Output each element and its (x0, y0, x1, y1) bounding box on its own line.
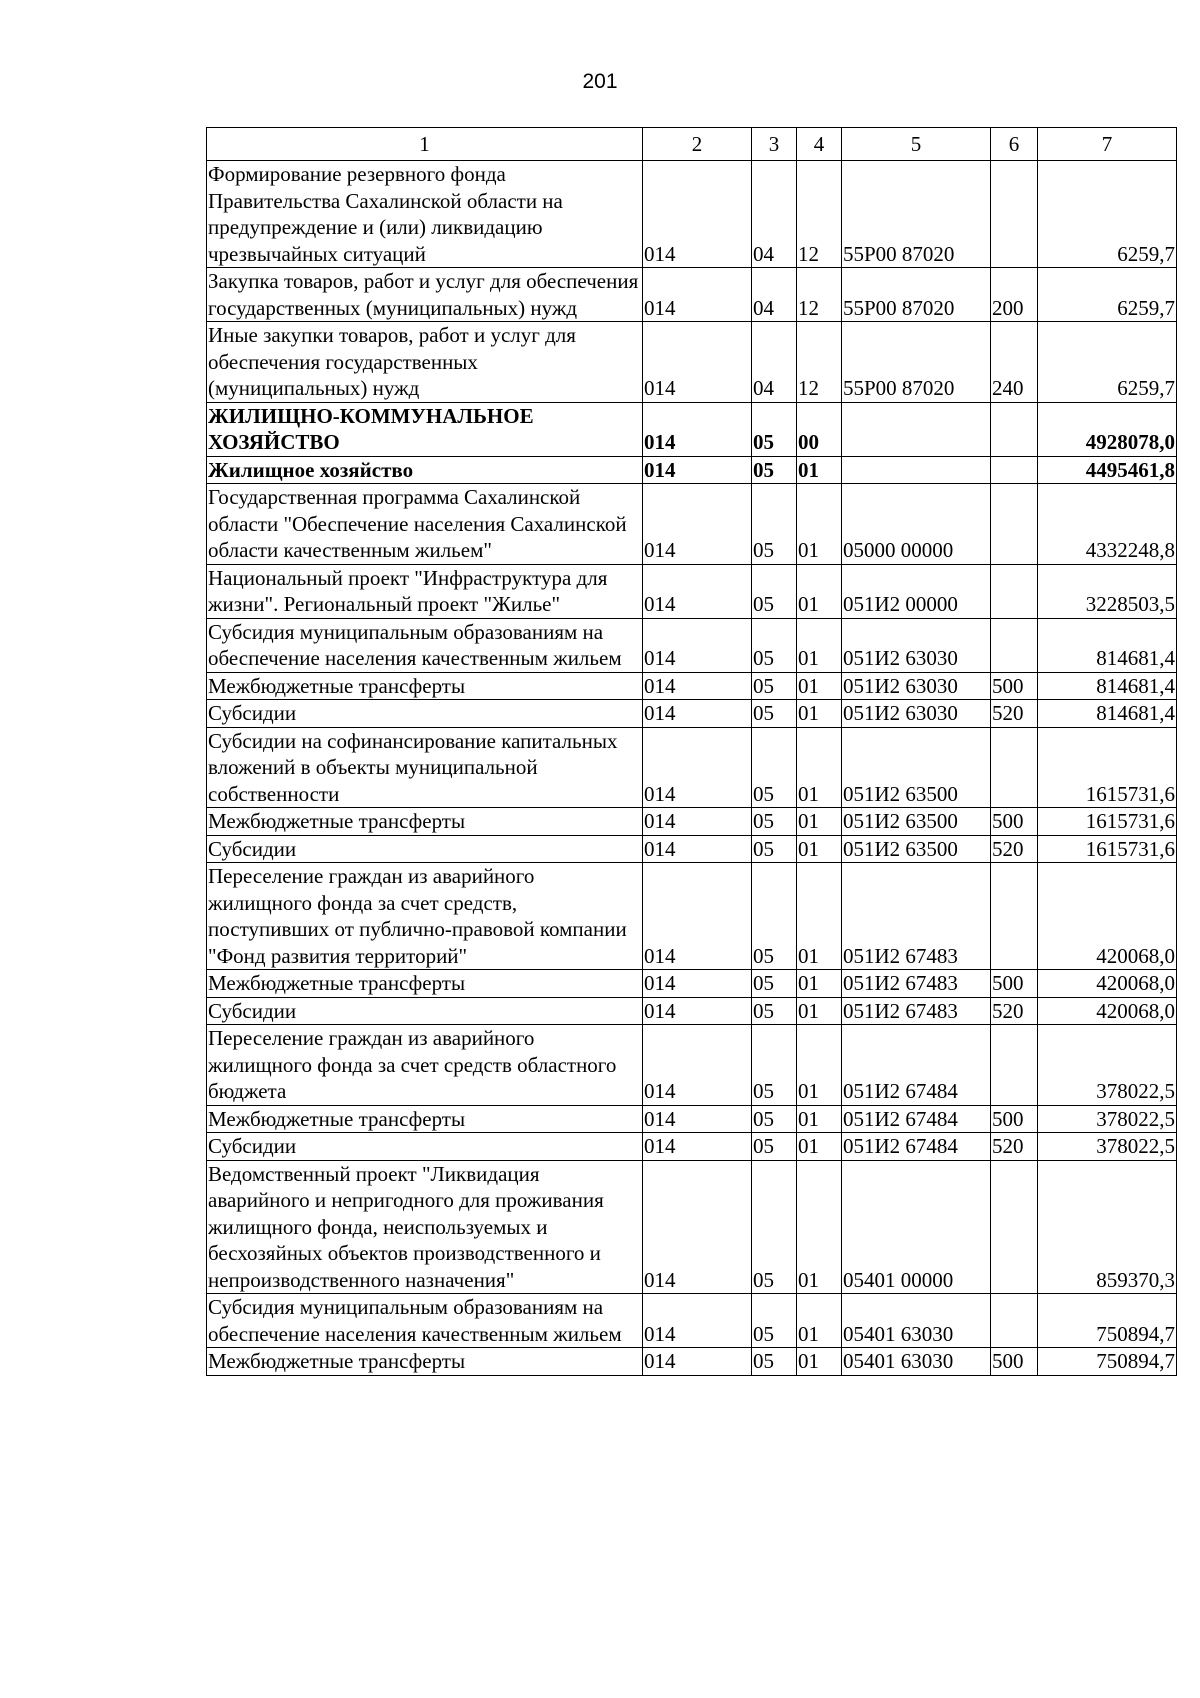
row-subsection-code: 01 (797, 727, 842, 808)
row-grbs-code: 014 (643, 456, 752, 484)
row-expense-type-code (991, 618, 1038, 672)
row-amount: 814681,4 (1038, 700, 1177, 728)
row-grbs-code: 014 (643, 808, 752, 836)
row-grbs-code: 014 (643, 835, 752, 863)
row-name: Закупка товаров, работ и услуг для обеспечения государственных (муниципальных) нужд (207, 268, 643, 322)
row-grbs-code: 014 (643, 161, 752, 268)
row-target-article-code: 05401 63030 (842, 1294, 991, 1348)
column-header: 6 (991, 128, 1038, 161)
row-amount: 750894,7 (1038, 1294, 1177, 1348)
row-amount: 6259,7 (1038, 161, 1177, 268)
row-expense-type-code (991, 456, 1038, 484)
row-amount: 1615731,6 (1038, 808, 1177, 836)
row-expense-type-code (991, 402, 1038, 456)
row-amount: 4928078,0 (1038, 402, 1177, 456)
row-section-code: 05 (752, 402, 797, 456)
row-expense-type-code: 200 (991, 268, 1038, 322)
table-row (207, 1348, 1177, 1376)
table-row (207, 1294, 1177, 1348)
table-row (207, 268, 1177, 322)
row-name: Переселение граждан из аварийного жилищного фонда за счет средств областного бюджета (207, 1025, 643, 1106)
row-section-code: 05 (752, 618, 797, 672)
row-expense-type-code: 500 (991, 672, 1038, 700)
row-expense-type-code (991, 1160, 1038, 1294)
table-row (207, 1133, 1177, 1161)
table-row (207, 727, 1177, 808)
table-row (207, 863, 1177, 970)
table-row (207, 970, 1177, 998)
row-section-code: 05 (752, 700, 797, 728)
row-name: ЖИЛИЩНО-КОММУНАЛЬНОЕ ХОЗЯЙСТВО (207, 402, 643, 456)
row-grbs-code: 014 (643, 1105, 752, 1133)
row-expense-type-code: 240 (991, 322, 1038, 403)
row-amount: 6259,7 (1038, 268, 1177, 322)
row-subsection-code: 01 (797, 1105, 842, 1133)
table-row (207, 322, 1177, 403)
row-grbs-code: 014 (643, 618, 752, 672)
row-subsection-code: 01 (797, 970, 842, 998)
row-amount: 4332248,8 (1038, 484, 1177, 565)
row-target-article-code: 05401 00000 (842, 1160, 991, 1294)
table-row (207, 484, 1177, 565)
budget-table (206, 127, 1177, 1376)
row-target-article-code: 05401 63030 (842, 1348, 991, 1376)
row-target-article-code: 051И2 67484 (842, 1105, 991, 1133)
row-amount: 3228503,5 (1038, 564, 1177, 618)
row-target-article-code (842, 402, 991, 456)
row-subsection-code: 01 (797, 1160, 842, 1294)
row-name: Переселение граждан из аварийного жилищного фонда за счет средств, поступивших от публично-правовой компании "Фонд развития территорий" (207, 863, 643, 970)
row-subsection-code: 12 (797, 161, 842, 268)
row-target-article-code: 051И2 67483 (842, 997, 991, 1025)
table-body (207, 128, 1177, 1376)
row-name: Межбюджетные трансферты (207, 672, 643, 700)
row-subsection-code: 12 (797, 322, 842, 403)
row-section-code: 05 (752, 564, 797, 618)
row-section-code: 05 (752, 808, 797, 836)
row-amount: 378022,5 (1038, 1025, 1177, 1106)
row-subsection-code: 01 (797, 1294, 842, 1348)
row-subsection-code: 01 (797, 456, 842, 484)
table-row (207, 700, 1177, 728)
row-name: Межбюджетные трансферты (207, 1348, 643, 1376)
table-row (207, 1025, 1177, 1106)
row-expense-type-code (991, 1025, 1038, 1106)
table-row (207, 564, 1177, 618)
row-amount: 4495461,8 (1038, 456, 1177, 484)
row-target-article-code: 051И2 00000 (842, 564, 991, 618)
column-header-row (207, 128, 1177, 161)
row-amount: 1615731,6 (1038, 727, 1177, 808)
table-row (207, 402, 1177, 456)
row-subsection-code: 01 (797, 700, 842, 728)
row-target-article-code: 051И2 63030 (842, 672, 991, 700)
table-row (207, 808, 1177, 836)
row-amount: 859370,3 (1038, 1160, 1177, 1294)
row-expense-type-code (991, 727, 1038, 808)
row-expense-type-code: 520 (991, 700, 1038, 728)
row-expense-type-code: 520 (991, 997, 1038, 1025)
row-grbs-code: 014 (643, 1348, 752, 1376)
row-amount: 420068,0 (1038, 997, 1177, 1025)
row-amount: 750894,7 (1038, 1348, 1177, 1376)
table-row (207, 1160, 1177, 1294)
row-name: Субсидия муниципальным образованиям на обеспечение населения качественным жильем (207, 1294, 643, 1348)
row-amount: 420068,0 (1038, 863, 1177, 970)
row-section-code: 05 (752, 863, 797, 970)
row-subsection-code: 00 (797, 402, 842, 456)
column-header: 2 (643, 128, 752, 161)
row-expense-type-code (991, 863, 1038, 970)
row-section-code: 05 (752, 1348, 797, 1376)
row-name: Иные закупки товаров, работ и услуг для обеспечения государственных (муниципальных) нужд (207, 322, 643, 403)
row-section-code: 05 (752, 997, 797, 1025)
row-target-article-code: 051И2 67484 (842, 1025, 991, 1106)
row-target-article-code: 55Р00 87020 (842, 268, 991, 322)
row-target-article-code: 051И2 67483 (842, 863, 991, 970)
row-subsection-code: 01 (797, 835, 842, 863)
row-expense-type-code: 500 (991, 970, 1038, 998)
row-expense-type-code: 500 (991, 1348, 1038, 1376)
row-expense-type-code: 500 (991, 808, 1038, 836)
row-subsection-code: 01 (797, 484, 842, 565)
row-expense-type-code (991, 484, 1038, 565)
row-name: Субсидии (207, 997, 643, 1025)
row-subsection-code: 01 (797, 1025, 842, 1106)
row-expense-type-code (991, 564, 1038, 618)
row-section-code: 05 (752, 970, 797, 998)
row-section-code: 05 (752, 672, 797, 700)
row-target-article-code: 051И2 63500 (842, 808, 991, 836)
row-grbs-code: 014 (643, 727, 752, 808)
row-name: Межбюджетные трансферты (207, 970, 643, 998)
table-row (207, 672, 1177, 700)
row-name: Ведомственный проект "Ликвидация аварийного и непригодного для проживания жилищного фонда, неиспользуемых и бесхозяйных объектов производственного и непроизводственного назначения" (207, 1160, 643, 1294)
row-name: Субсидия муниципальным образованиям на обеспечение населения качественным жильем (207, 618, 643, 672)
row-section-code: 04 (752, 268, 797, 322)
table-row (207, 618, 1177, 672)
row-grbs-code: 014 (643, 997, 752, 1025)
row-target-article-code: 05000 00000 (842, 484, 991, 565)
row-expense-type-code: 500 (991, 1105, 1038, 1133)
row-subsection-code: 01 (797, 618, 842, 672)
column-header: 1 (207, 128, 643, 161)
row-amount: 378022,5 (1038, 1105, 1177, 1133)
row-section-code: 05 (752, 1025, 797, 1106)
row-subsection-code: 01 (797, 672, 842, 700)
page-number: 201 (582, 70, 618, 93)
row-amount: 814681,4 (1038, 672, 1177, 700)
row-subsection-code: 01 (797, 564, 842, 618)
row-grbs-code: 014 (643, 1025, 752, 1106)
row-grbs-code: 014 (643, 1133, 752, 1161)
row-subsection-code: 12 (797, 268, 842, 322)
column-header: 5 (842, 128, 991, 161)
row-expense-type-code: 520 (991, 835, 1038, 863)
row-name: Национальный проект "Инфраструктура для жизни". Региональный проект "Жилье" (207, 564, 643, 618)
row-target-article-code: 051И2 63030 (842, 618, 991, 672)
row-subsection-code: 01 (797, 1133, 842, 1161)
table-row (207, 835, 1177, 863)
row-name: Межбюджетные трансферты (207, 808, 643, 836)
row-grbs-code: 014 (643, 322, 752, 403)
row-grbs-code: 014 (643, 1160, 752, 1294)
column-header: 4 (797, 128, 842, 161)
row-target-article-code: 051И2 67484 (842, 1133, 991, 1161)
row-expense-type-code: 520 (991, 1133, 1038, 1161)
row-section-code: 05 (752, 1160, 797, 1294)
table-row (207, 456, 1177, 484)
table-row (207, 997, 1177, 1025)
row-amount: 814681,4 (1038, 618, 1177, 672)
row-section-code: 05 (752, 727, 797, 808)
row-target-article-code: 051И2 67483 (842, 970, 991, 998)
row-section-code: 05 (752, 456, 797, 484)
row-section-code: 05 (752, 1133, 797, 1161)
row-name: Межбюджетные трансферты (207, 1105, 643, 1133)
row-target-article-code: 051И2 63500 (842, 835, 991, 863)
row-section-code: 04 (752, 322, 797, 403)
row-expense-type-code (991, 161, 1038, 268)
row-grbs-code: 014 (643, 700, 752, 728)
row-section-code: 05 (752, 484, 797, 565)
row-amount: 1615731,6 (1038, 835, 1177, 863)
table-row (207, 1105, 1177, 1133)
column-header: 7 (1038, 128, 1177, 161)
row-subsection-code: 01 (797, 863, 842, 970)
row-grbs-code: 014 (643, 484, 752, 565)
row-name: Субсидии (207, 835, 643, 863)
row-target-article-code (842, 456, 991, 484)
row-grbs-code: 014 (643, 268, 752, 322)
row-subsection-code: 01 (797, 997, 842, 1025)
row-subsection-code: 01 (797, 1348, 842, 1376)
row-subsection-code: 01 (797, 808, 842, 836)
row-target-article-code: 051И2 63500 (842, 727, 991, 808)
row-amount: 6259,7 (1038, 322, 1177, 403)
row-name: Жилищное хозяйство (207, 456, 643, 484)
row-target-article-code: 55Р00 87020 (842, 322, 991, 403)
row-section-code: 05 (752, 1105, 797, 1133)
row-name: Субсидии на софинансирование капитальных вложений в объекты муниципальной собственности (207, 727, 643, 808)
row-section-code: 04 (752, 161, 797, 268)
row-name: Государственная программа Сахалинской области "Обеспечение населения Сахалинской области качественным жильем" (207, 484, 643, 565)
row-name: Формирование резервного фонда Правительства Сахалинской области на предупреждение и (или) ликвидацию чрезвычайных ситуаций (207, 161, 643, 268)
column-header: 3 (752, 128, 797, 161)
row-grbs-code: 014 (643, 1294, 752, 1348)
row-name: Субсидии (207, 700, 643, 728)
row-section-code: 05 (752, 835, 797, 863)
row-grbs-code: 014 (643, 402, 752, 456)
row-amount: 420068,0 (1038, 970, 1177, 998)
row-expense-type-code (991, 1294, 1038, 1348)
table-row (207, 161, 1177, 268)
row-section-code: 05 (752, 1294, 797, 1348)
row-grbs-code: 014 (643, 672, 752, 700)
row-grbs-code: 014 (643, 863, 752, 970)
row-target-article-code: 55Р00 87020 (842, 161, 991, 268)
row-target-article-code: 051И2 63030 (842, 700, 991, 728)
row-grbs-code: 014 (643, 970, 752, 998)
row-grbs-code: 014 (643, 564, 752, 618)
row-name: Субсидии (207, 1133, 643, 1161)
row-amount: 378022,5 (1038, 1133, 1177, 1161)
